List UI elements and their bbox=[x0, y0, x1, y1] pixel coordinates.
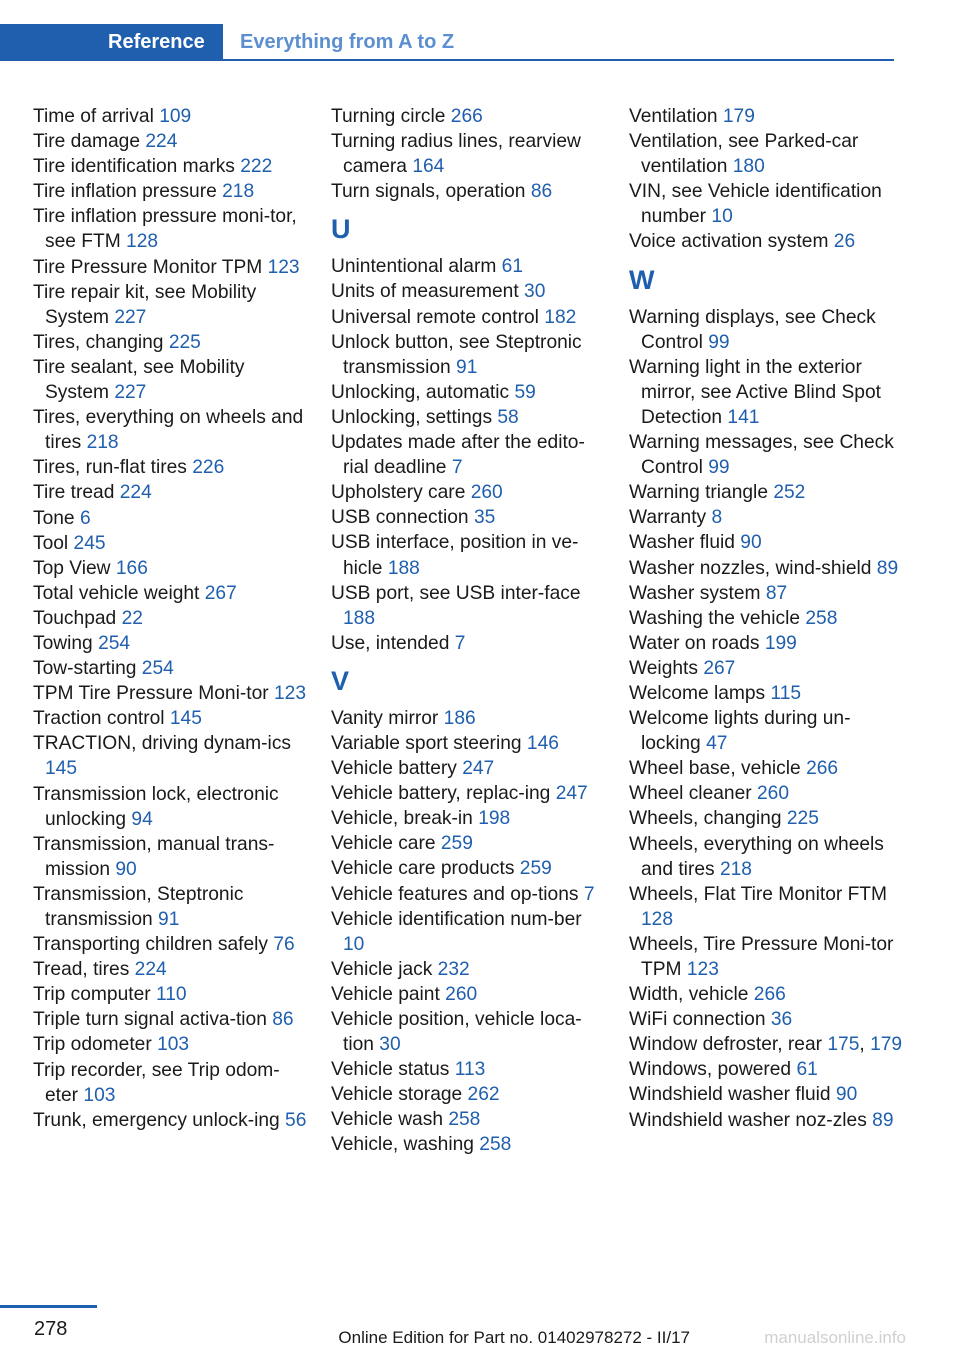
index-term: Vehicle features and op‐tions bbox=[331, 883, 579, 905]
index-entry bbox=[33, 832, 308, 882]
page-link[interactable]: 90 bbox=[115, 858, 137, 880]
index-entry bbox=[629, 1007, 904, 1032]
index-entry bbox=[33, 405, 308, 455]
index-entry bbox=[33, 280, 308, 330]
page-link[interactable]: 8 bbox=[711, 507, 723, 529]
page-link[interactable]: 226 bbox=[192, 457, 225, 479]
page-link[interactable]: 91 bbox=[158, 909, 180, 930]
page-link[interactable]: 179 bbox=[870, 1034, 903, 1056]
index-entry bbox=[331, 982, 606, 1007]
index-term: Washing the vehicle bbox=[629, 607, 801, 629]
index-term: Top View bbox=[33, 557, 111, 579]
index-term: Warning triangle bbox=[629, 482, 768, 504]
index-entry bbox=[33, 681, 308, 706]
index-term: TRACTION, driving dynam‐ics bbox=[33, 733, 292, 755]
index-term: Ventilation bbox=[629, 106, 718, 127]
page-link[interactable]: 258 bbox=[448, 1109, 481, 1131]
page-link[interactable]: 182 bbox=[544, 306, 577, 328]
index-term: Vehicle battery bbox=[331, 758, 457, 780]
page-link[interactable]: 224 bbox=[119, 482, 152, 504]
page-link[interactable]: 7 bbox=[583, 883, 595, 905]
index-term: Vehicle paint bbox=[331, 983, 440, 1005]
index-entry bbox=[629, 1082, 904, 1107]
index-term: Unlocking, settings bbox=[331, 406, 493, 428]
page-link[interactable]: 58 bbox=[497, 406, 519, 428]
index-entry bbox=[331, 781, 606, 806]
index-entry bbox=[331, 957, 606, 982]
page-link[interactable]: 103 bbox=[83, 1084, 116, 1106]
index-entry bbox=[629, 129, 904, 179]
index-term: Tire inflation pressure bbox=[33, 181, 217, 203]
page-link[interactable]: 103 bbox=[157, 1034, 190, 1056]
page-link[interactable]: 141 bbox=[727, 406, 760, 428]
index-term: Transporting children safely bbox=[33, 934, 268, 956]
index-entry bbox=[629, 756, 904, 781]
page-link[interactable]: 7 bbox=[451, 457, 463, 479]
index-entry bbox=[331, 1082, 606, 1107]
index-entry bbox=[33, 355, 308, 405]
index-term: Towing bbox=[33, 632, 93, 654]
page-link[interactable]: 225 bbox=[786, 808, 819, 830]
page-link[interactable]: 59 bbox=[514, 381, 536, 403]
index-entry bbox=[331, 882, 606, 907]
index-entry bbox=[33, 706, 308, 731]
page-link[interactable]: 128 bbox=[641, 908, 674, 930]
index-entry bbox=[33, 1032, 308, 1057]
index-entry bbox=[629, 556, 904, 581]
index-term: Turning circle bbox=[331, 106, 446, 127]
page-link[interactable]: 247 bbox=[555, 783, 588, 805]
index-entry bbox=[33, 455, 308, 480]
index-entry bbox=[33, 782, 308, 832]
index-term: Vehicle battery, replac‐ing bbox=[331, 783, 551, 805]
index-entry bbox=[33, 531, 308, 556]
index-term: Units of measurement bbox=[331, 281, 519, 303]
edition-note: Online Edition for Part no. 01402978272 - II/17 bbox=[338, 1328, 690, 1347]
index-entry bbox=[629, 982, 904, 1007]
page-link[interactable]: 146 bbox=[526, 732, 559, 754]
index-entry: Window defroster, rear 175, 179 bbox=[629, 1034, 903, 1056]
page-link[interactable]: 266 bbox=[806, 758, 839, 780]
index-term: Tire inflation pressure moni‐tor, see FTM bbox=[33, 206, 297, 253]
index-term: Touchpad bbox=[33, 607, 117, 629]
page-header bbox=[0, 24, 894, 61]
page-link[interactable]: 47 bbox=[706, 733, 728, 755]
index-term: Tool bbox=[33, 532, 69, 554]
index-term: Turning radius lines, rearview camera bbox=[331, 131, 581, 178]
page-link[interactable]: 225 bbox=[168, 331, 201, 353]
page-link[interactable]: 35 bbox=[473, 507, 496, 529]
index-term: Use, intended bbox=[331, 632, 450, 654]
page-link[interactable]: 245 bbox=[73, 532, 106, 554]
index-term: Unlocking, automatic bbox=[331, 381, 510, 403]
page-link[interactable]: 267 bbox=[703, 657, 736, 679]
page-link[interactable]: 30 bbox=[524, 281, 546, 303]
index-entry bbox=[331, 831, 606, 856]
page-link[interactable]: 115 bbox=[770, 682, 802, 704]
page-link[interactable]: 145 bbox=[45, 758, 78, 780]
index-entry bbox=[629, 430, 904, 480]
index-entry bbox=[33, 581, 308, 606]
page-link[interactable]: 99 bbox=[708, 331, 730, 353]
index-entry bbox=[331, 631, 606, 656]
index-term: Vehicle care bbox=[331, 833, 436, 855]
index-term: Wheels, Tire Pressure Moni‐tor TPM bbox=[629, 933, 894, 980]
page-link[interactable]: 218 bbox=[86, 432, 119, 454]
index-entry bbox=[331, 581, 606, 631]
page-link[interactable]: 266 bbox=[450, 106, 483, 127]
index-term: Warning messages, see Check Control bbox=[629, 432, 894, 479]
page-link[interactable]: 198 bbox=[478, 808, 511, 830]
page-link[interactable]: 30 bbox=[379, 1034, 401, 1056]
index-term: WiFi connection bbox=[629, 1009, 766, 1031]
index-entry bbox=[629, 229, 904, 254]
page-link[interactable]: 89 bbox=[872, 1109, 894, 1131]
index-term: Washer fluid bbox=[629, 532, 735, 554]
index-term: Warning displays, see Check Control bbox=[629, 306, 876, 353]
index-entry bbox=[331, 179, 606, 204]
index-term: Triple turn signal activa‐tion bbox=[33, 1009, 267, 1031]
page-link[interactable]: 267 bbox=[204, 582, 237, 604]
index-entry bbox=[33, 179, 308, 204]
index-term: Vanity mirror bbox=[331, 707, 439, 729]
page-link[interactable]: 232 bbox=[437, 958, 470, 980]
index-entry bbox=[629, 681, 904, 706]
index-entry bbox=[331, 907, 606, 957]
index-term: Tires, everything on wheels and tires bbox=[33, 407, 304, 454]
index-term: Trip odometer bbox=[33, 1034, 152, 1056]
page-link[interactable]: 260 bbox=[445, 983, 478, 1005]
index-entry bbox=[629, 305, 904, 355]
index-term: Warning light in the exterior mirror, see Active Blind Spot Detection bbox=[629, 356, 881, 428]
index-term: Trip recorder, see Trip odom‐eter bbox=[33, 1059, 280, 1106]
index-column-2 bbox=[331, 104, 606, 1158]
index-term: Universal remote control bbox=[331, 306, 539, 328]
index-term: Vehicle jack bbox=[331, 958, 433, 980]
index-term: Tone bbox=[33, 507, 75, 529]
page-link[interactable]: 56 bbox=[285, 1109, 307, 1131]
index-term: Tire repair kit, see Mobility System bbox=[33, 281, 257, 328]
page-link[interactable]: 218 bbox=[719, 858, 752, 880]
index-term: Total vehicle weight bbox=[33, 582, 200, 604]
index-entry bbox=[629, 505, 904, 530]
section-title[interactable]: Everything from A to Z bbox=[240, 31, 455, 53]
index-entry bbox=[33, 129, 308, 154]
page-link[interactable]: 113 bbox=[454, 1059, 486, 1081]
page-link[interactable]: 227 bbox=[114, 306, 147, 328]
footer-rule bbox=[0, 1305, 97, 1308]
page-link[interactable]: 110 bbox=[156, 984, 187, 1006]
index-term: Wheels, everything on wheels and tires bbox=[629, 833, 884, 880]
index-entry bbox=[33, 957, 308, 982]
index-entry bbox=[629, 355, 904, 430]
index-entry bbox=[331, 330, 606, 380]
index-entry bbox=[331, 1057, 606, 1082]
index-term: Windshield washer noz‐zles bbox=[629, 1109, 867, 1131]
index-term: Transmission, manual trans‐mission bbox=[33, 833, 275, 880]
index-entry bbox=[33, 982, 308, 1007]
index-term: Time of arrival bbox=[33, 106, 154, 127]
index-entry bbox=[331, 1132, 606, 1157]
page-link[interactable]: 89 bbox=[876, 557, 899, 579]
index-term: Vehicle, break-in bbox=[331, 808, 473, 830]
page-link[interactable]: 7 bbox=[454, 632, 466, 654]
index-term: Tire sealant, see Mobility System bbox=[33, 356, 245, 404]
index-entry bbox=[629, 706, 904, 756]
index-term: Trunk, emergency unlock‐ing bbox=[33, 1109, 280, 1131]
page-link[interactable]: 222 bbox=[240, 156, 273, 178]
index-term: Vehicle storage bbox=[331, 1084, 463, 1106]
index-term: Traction control bbox=[33, 708, 165, 730]
index-entry bbox=[33, 506, 308, 531]
index-entry bbox=[629, 179, 904, 229]
page-link[interactable]: 218 bbox=[222, 181, 255, 203]
index-term: Updates made after the edito‐rial deadline bbox=[331, 432, 585, 479]
page-link[interactable]: 87 bbox=[765, 582, 788, 604]
index-term: Ventilation, see Parked-car ventilation bbox=[629, 131, 859, 178]
index-term: Transmission, Steptronic transmission bbox=[33, 883, 244, 930]
index-term: Vehicle wash bbox=[331, 1109, 443, 1131]
page-link[interactable]: 260 bbox=[470, 482, 503, 504]
index-entry bbox=[629, 480, 904, 505]
index-term: Trip computer bbox=[33, 984, 151, 1006]
page-link[interactable]: 188 bbox=[343, 607, 376, 629]
index-entry bbox=[33, 204, 308, 254]
page-link[interactable]: 254 bbox=[141, 658, 174, 680]
page-link[interactable]: 260 bbox=[757, 783, 790, 805]
page-link[interactable]: 166 bbox=[115, 557, 148, 579]
index-term: Tread, tires bbox=[33, 959, 130, 981]
index-term: Tire identification marks bbox=[33, 156, 235, 178]
index-entry bbox=[331, 856, 606, 881]
index-term: Tire damage bbox=[33, 131, 141, 153]
index-term: Tires, run-flat tires bbox=[33, 457, 187, 479]
page-link[interactable]: 123 bbox=[267, 256, 300, 278]
page-link[interactable]: 22 bbox=[121, 607, 143, 629]
page-link[interactable]: 76 bbox=[273, 934, 295, 956]
index-entry bbox=[629, 581, 904, 606]
page-link[interactable]: 254 bbox=[98, 632, 131, 654]
index-term: Welcome lamps bbox=[629, 682, 766, 704]
page-link[interactable]: 109 bbox=[159, 106, 192, 127]
index-entry bbox=[331, 756, 606, 781]
page-link[interactable]: 262 bbox=[467, 1084, 500, 1106]
index-entry bbox=[33, 556, 308, 581]
page-link[interactable]: 180 bbox=[732, 156, 765, 178]
index-entry bbox=[33, 330, 308, 355]
index-entry bbox=[629, 1057, 904, 1082]
index-entry bbox=[331, 706, 606, 731]
index-term: Vehicle identification num‐ber bbox=[331, 908, 582, 930]
page-link[interactable]: 145 bbox=[169, 708, 202, 730]
index-entry bbox=[33, 656, 308, 681]
index-term: Welcome lights during un‐locking bbox=[629, 708, 851, 755]
index-term: Turn signals, operation bbox=[331, 181, 526, 203]
page-link[interactable]: 175 bbox=[827, 1034, 860, 1056]
index-term: USB interface, position in ve‐hicle bbox=[331, 532, 579, 579]
page-link[interactable]: 61 bbox=[501, 256, 524, 278]
index-term: USB port, see USB inter‐face bbox=[331, 582, 581, 604]
page-link[interactable]: 10 bbox=[711, 206, 733, 228]
index-letter-heading: V bbox=[331, 665, 350, 696]
index-entry bbox=[331, 806, 606, 831]
page-link[interactable]: 188 bbox=[387, 557, 420, 579]
header-rule bbox=[223, 59, 894, 61]
index-entry bbox=[33, 1058, 308, 1108]
index-term: Washer nozzles, wind‐shield bbox=[629, 557, 872, 579]
index-term: Washer system bbox=[629, 582, 761, 604]
index-entry bbox=[33, 1007, 308, 1032]
index-entry bbox=[33, 154, 308, 179]
index-entry bbox=[331, 254, 606, 279]
index-entry bbox=[629, 781, 904, 806]
index-term: Wheel base, vehicle bbox=[629, 758, 801, 780]
index-entry bbox=[331, 1107, 606, 1132]
index-entry bbox=[629, 530, 904, 555]
index-term: Vehicle care products bbox=[331, 858, 515, 880]
index-term: Wheels, Flat Tire Monitor FTM bbox=[629, 883, 888, 905]
watermark: manualsonline.info bbox=[764, 1328, 906, 1347]
page-link[interactable]: 61 bbox=[796, 1059, 818, 1081]
index-term: Window defroster, rear bbox=[629, 1034, 823, 1056]
index-term: Voice activation system bbox=[629, 231, 829, 253]
index-column-3 bbox=[629, 104, 904, 1133]
index-entry bbox=[33, 882, 308, 932]
page-link[interactable]: 259 bbox=[440, 833, 473, 855]
index-term: Variable sport steering bbox=[331, 732, 522, 754]
page-link[interactable]: 199 bbox=[764, 632, 797, 654]
index-term: Tires, changing bbox=[33, 331, 164, 353]
index-entry bbox=[629, 806, 904, 831]
index-entry bbox=[629, 631, 904, 656]
page-link[interactable]: 186 bbox=[443, 707, 476, 729]
page-link[interactable]: 224 bbox=[145, 131, 178, 153]
index-entry bbox=[331, 430, 606, 480]
index-term: Tire Pressure Monitor TPM bbox=[33, 256, 263, 278]
index-term: VIN, see Vehicle identification number bbox=[629, 181, 882, 228]
index-entry bbox=[331, 104, 606, 129]
index-entry bbox=[331, 480, 606, 505]
index-entry bbox=[629, 656, 904, 681]
index-entry bbox=[331, 405, 606, 430]
index-entry bbox=[331, 505, 606, 530]
page-link[interactable]: 258 bbox=[805, 607, 838, 629]
index-entry bbox=[629, 104, 904, 129]
page-link[interactable]: 164 bbox=[412, 156, 445, 178]
page-link[interactable]: 252 bbox=[773, 482, 806, 504]
index-term: Tow-starting bbox=[33, 658, 137, 680]
index-entry bbox=[331, 731, 606, 756]
index-letter-heading: W bbox=[629, 264, 655, 295]
page-link[interactable]: 227 bbox=[114, 382, 147, 404]
index-term: TPM Tire Pressure Moni‐tor bbox=[33, 683, 269, 705]
page-link[interactable]: 10 bbox=[343, 933, 365, 955]
page-link[interactable]: 86 bbox=[272, 1009, 294, 1031]
page-link[interactable]: 86 bbox=[530, 181, 553, 203]
page-link[interactable]: 259 bbox=[519, 858, 552, 880]
index-entry bbox=[33, 255, 308, 280]
index-term: USB connection bbox=[331, 507, 469, 529]
index-entry bbox=[629, 832, 904, 882]
page-link[interactable]: 36 bbox=[770, 1009, 793, 1031]
page-link[interactable]: 128 bbox=[126, 231, 159, 253]
index-entry bbox=[33, 631, 308, 656]
index-entry bbox=[33, 932, 308, 957]
index-term: Vehicle status bbox=[331, 1059, 450, 1081]
index-term: Tire tread bbox=[33, 482, 115, 504]
index-term: Water on roads bbox=[629, 632, 760, 654]
page-link[interactable]: 91 bbox=[456, 356, 478, 378]
index-term: Windshield washer fluid bbox=[629, 1084, 831, 1106]
page-link[interactable]: 247 bbox=[462, 758, 495, 780]
index-entry bbox=[331, 305, 606, 330]
page-number: 278 bbox=[34, 1318, 68, 1340]
index-entry bbox=[33, 480, 308, 505]
index-term: Weights bbox=[629, 657, 698, 679]
page-link[interactable]: 6 bbox=[79, 507, 91, 529]
index-term: Upholstery care bbox=[331, 482, 466, 504]
index-entry bbox=[629, 882, 904, 932]
index-entry bbox=[629, 1108, 904, 1133]
index-entry bbox=[33, 104, 308, 129]
page-link[interactable]: 94 bbox=[131, 808, 153, 830]
index-entry bbox=[33, 606, 308, 631]
page-link[interactable]: 90 bbox=[835, 1084, 858, 1106]
reference-tab[interactable]: Reference bbox=[0, 24, 223, 61]
index-entry bbox=[331, 129, 606, 179]
index-entry bbox=[331, 530, 606, 580]
index-term: Warranty bbox=[629, 507, 707, 529]
page-link[interactable]: 258 bbox=[479, 1134, 512, 1156]
page-link[interactable]: 123 bbox=[686, 959, 719, 980]
page-link[interactable]: 179 bbox=[722, 106, 755, 127]
index-entry bbox=[33, 1108, 308, 1133]
page-link[interactable]: 224 bbox=[134, 959, 167, 981]
index-letter-heading: U bbox=[331, 214, 351, 245]
page-link[interactable]: 266 bbox=[753, 984, 786, 1006]
index-term: Vehicle position, vehicle loca‐tion bbox=[331, 1009, 582, 1056]
page-link[interactable]: 123 bbox=[273, 683, 306, 705]
index-column-1 bbox=[33, 104, 308, 1133]
index-term: Wheels, changing bbox=[629, 808, 782, 830]
index-entry bbox=[331, 380, 606, 405]
index-term: Wheel cleaner bbox=[629, 783, 752, 805]
index-entry bbox=[629, 606, 904, 631]
index-term: Unintentional alarm bbox=[331, 256, 497, 278]
index-term: Windows, powered bbox=[629, 1059, 792, 1081]
index-entry bbox=[331, 279, 606, 304]
index-term: Vehicle, washing bbox=[331, 1134, 474, 1156]
index-term: Unlock button, see Steptronic transmission bbox=[331, 331, 582, 378]
index-entry bbox=[33, 731, 308, 781]
page-link[interactable]: 99 bbox=[708, 457, 730, 479]
page-link[interactable]: 26 bbox=[833, 231, 856, 253]
index-term: Width, vehicle bbox=[629, 984, 749, 1006]
index-entry bbox=[331, 1007, 606, 1057]
page-link[interactable]: 90 bbox=[740, 532, 762, 554]
index-term: Transmission lock, electronic unlocking bbox=[33, 783, 279, 830]
index-entry bbox=[629, 932, 904, 982]
